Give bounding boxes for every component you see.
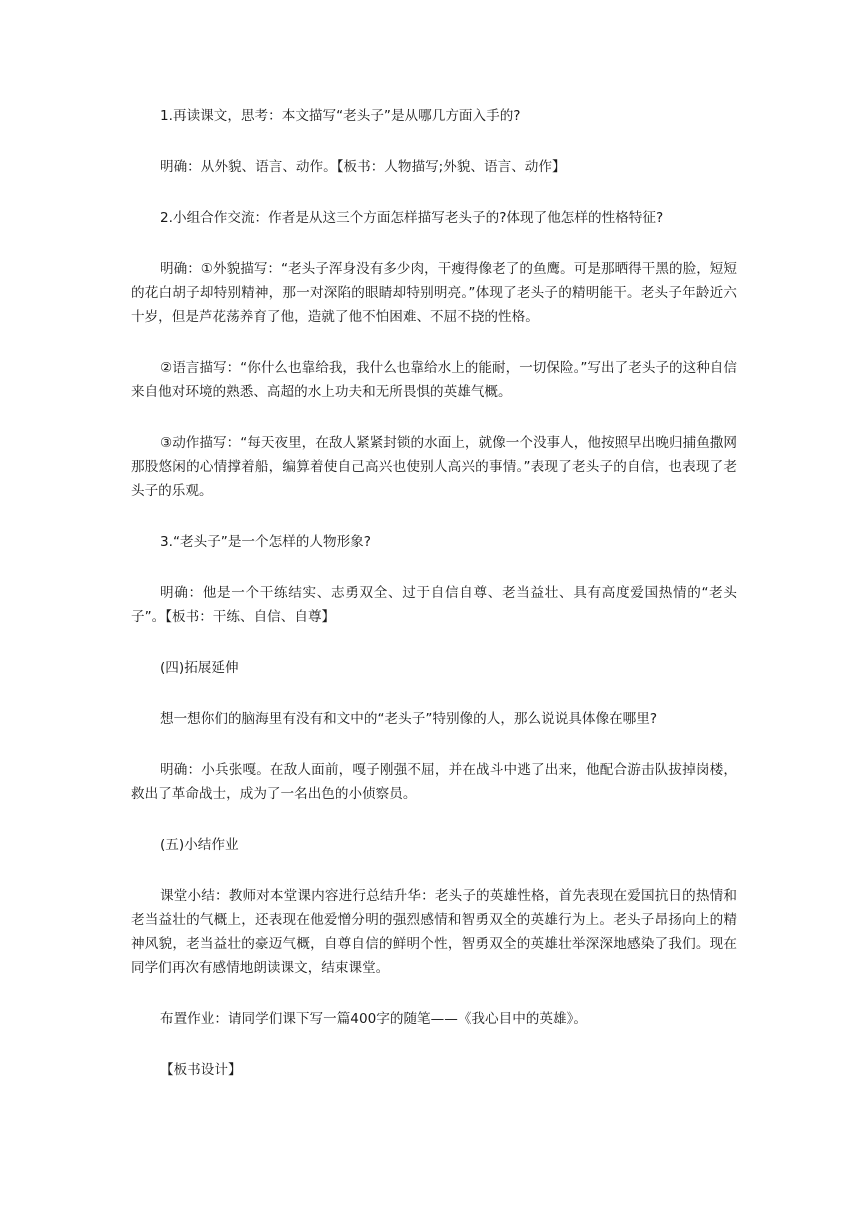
paragraph-gap [131, 629, 737, 656]
paragraph-gap [131, 503, 737, 530]
paragraph-gap [131, 329, 737, 356]
paragraph-gap [131, 731, 737, 758]
class-summary: 课堂小结：教师对本堂课内容进行总结升华：老头子的英雄性格，首先表现在爱国抗日的热情和老当益壮的气概上，还表现在他爱憎分明的强烈感情和智勇双全的英雄行为上。老头子昂扬向上的精神风貌，老当益壮的豪迈气概，自尊自信的鲜明个性，智勇双全的英雄壮举深深地感染了我们。现在同学们再次有感情地朗读课文，结束课堂。 [131, 888, 737, 976]
paragraph-gap [131, 857, 737, 884]
blackboard-design-heading: 【板书设计】 [160, 1062, 242, 1078]
answer-2-language: ②语言描写：“你什么也靠给我，我什么也靠给水上的能耐，一切保险。”写出了老头子的这种自信来自他对环境的熟悉、高超的水上功夫和无所畏惧的英雄气概。 [131, 360, 737, 400]
paragraph-gap [131, 230, 737, 257]
answer-1: 明确：从外貌、语言、动作。【板书：人物描写;外貌、语言、动作】 [160, 159, 566, 175]
paragraph-gap [131, 404, 737, 431]
section-heading-extension: (四)拓展延伸 [160, 660, 239, 676]
paragraph-gap [131, 980, 737, 1007]
paragraph-gap [131, 806, 737, 833]
extension-prompt: 想一想你们的脑海里有没有和文中的“老头子”特别像的人，那么说说具体像在哪里? [160, 711, 658, 727]
homework-assignment: 布置作业：请同学们课下写一篇400字的随笔——《我心目中的英雄》。 [160, 1011, 587, 1027]
paragraph-gap [131, 680, 737, 707]
question-1: 1.再读课文，思考：本文描写“老头子”是从哪几方面入手的? [160, 108, 521, 124]
paragraph-gap [131, 128, 737, 155]
answer-3: 明确：他是一个干练结实、志勇双全、过于自信自尊、老当益壮、具有高度爱国热情的“老头子”。【板书：干练、自信、自尊】 [131, 585, 737, 625]
question-2: 2.小组合作交流：作者是从这三个方面怎样描写老头子的?体现了他怎样的性格特征? [160, 210, 664, 226]
paragraph-gap [131, 179, 737, 206]
question-3: 3.“老头子”是一个怎样的人物形象? [160, 534, 371, 550]
answer-2-appearance: 明确：①外貌描写：“老头子浑身没有多少肉，干瘦得像老了的鱼鹰。可是那晒得干黑的脸，短短的花白胡子却特别精神，那一对深陷的眼睛却特别明亮。”体现了老头子的精明能干。老头子年龄近六十岁，但是芦花荡养育了他，造就了他不怕困难、不屈不挠的性格。 [131, 261, 737, 325]
paragraph-gap [131, 554, 737, 581]
paragraph-gap [131, 1031, 737, 1058]
document-body [131, 104, 737, 1082]
extension-answer: 明确：小兵张嘎。在敌人面前，嘎子刚强不屈，并在战斗中逃了出来，他配合游击队拔掉岗楼，救出了革命战士，成为了一名出色的小侦察员。 [131, 762, 737, 802]
section-heading-summary: (五)小结作业 [160, 837, 239, 853]
answer-2-action: ③动作描写：“每天夜里，在敌人紧紧封锁的水面上，就像一个没事人，他按照早出晚归捕鱼撒网那股悠闲的心情撑着船，编算着使自己高兴也使别人高兴的事情。”表现了老头子的自信，也表现了老头子的乐观。 [131, 435, 737, 499]
